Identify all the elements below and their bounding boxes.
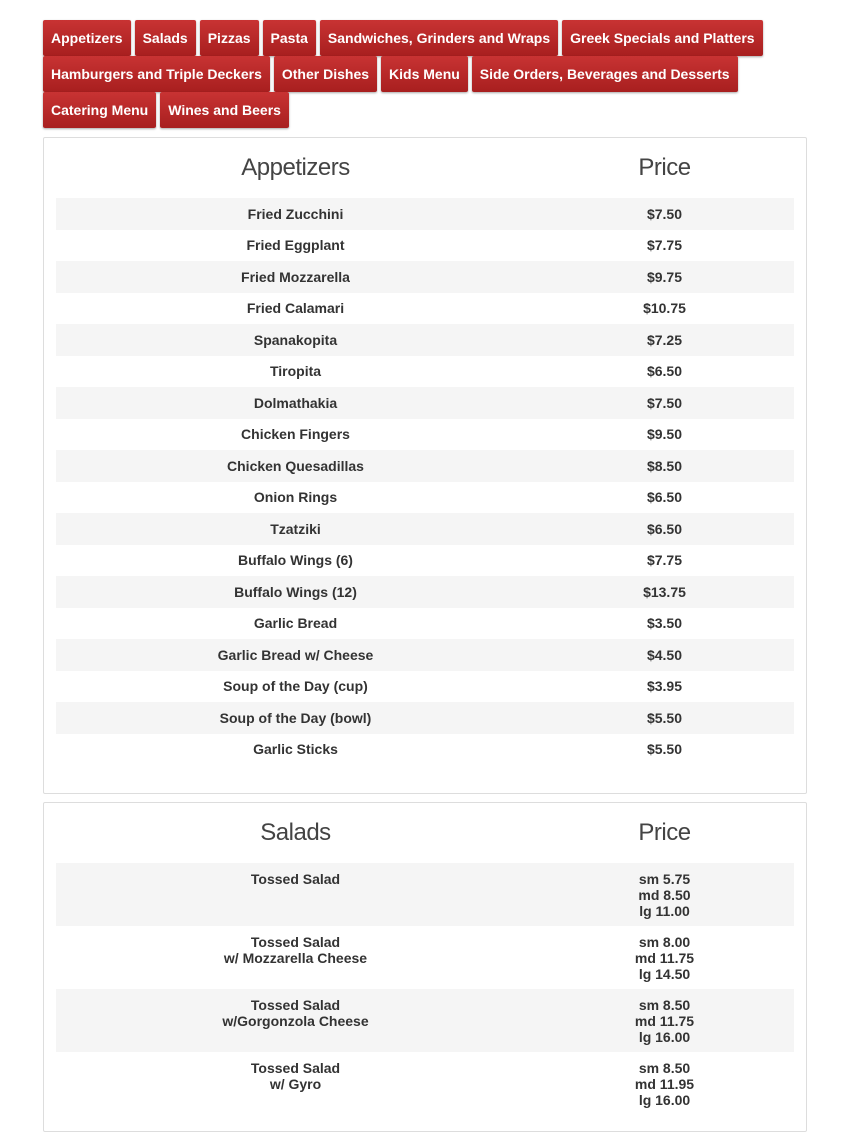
menu-item-price: $7.75 xyxy=(646,237,683,254)
menu-item-price: $6.50 xyxy=(646,363,683,380)
appetizers-list xyxy=(44,198,806,765)
price-lg: lg 11.00 xyxy=(639,903,690,919)
menu-item-row xyxy=(56,261,794,293)
nav-hamburgers-button[interactable]: Hamburgers and Triple Deckers xyxy=(43,56,270,92)
menu-item-price: $3.95 xyxy=(646,678,683,695)
menu-item-name: Buffalo Wings (12) xyxy=(234,583,357,600)
menu-item-name xyxy=(56,1060,535,1092)
menu-item-row xyxy=(56,576,794,608)
menu-item-price: $7.50 xyxy=(646,205,683,222)
price-sm: sm 8.00 xyxy=(638,934,691,950)
menu-item-name: Garlic Bread xyxy=(253,615,338,632)
menu-item-price: $7.75 xyxy=(646,552,683,569)
nav-kids-menu-button[interactable]: Kids Menu xyxy=(381,56,468,92)
menu-item-row xyxy=(56,450,794,482)
menu-item-row xyxy=(56,639,794,671)
menu-item-row xyxy=(56,734,794,766)
appetizers-header xyxy=(44,138,806,198)
menu-item-name: Tiropita xyxy=(269,363,322,380)
nav-appetizers-button[interactable]: Appetizers xyxy=(43,20,131,56)
menu-item-row xyxy=(56,324,794,356)
menu-item-price: $13.75 xyxy=(643,583,686,600)
menu-item-price xyxy=(535,871,794,919)
menu-item-price: $6.50 xyxy=(646,520,683,537)
nav-pasta-button[interactable]: Pasta xyxy=(263,20,316,56)
menu-item-name: Tzatziki xyxy=(270,520,321,537)
menu-item-row xyxy=(56,387,794,419)
nav-side-orders-button[interactable]: Side Orders, Beverages and Desserts xyxy=(472,56,738,92)
menu-item-price xyxy=(535,1060,794,1108)
menu-item-name: Fried Zucchini xyxy=(247,205,344,222)
menu-item-name: Dolmathakia xyxy=(253,394,338,411)
menu-item-row xyxy=(56,671,794,703)
price-md: md 11.75 xyxy=(634,950,695,966)
menu-item-row xyxy=(56,293,794,325)
menu-item-price: $8.50 xyxy=(646,457,683,474)
menu-item-name: Soup of the Day (cup) xyxy=(223,678,368,695)
menu-item-name: Garlic Bread w/ Cheese xyxy=(217,646,374,663)
price-sm: sm 8.50 xyxy=(638,1060,691,1076)
menu-category-nav xyxy=(43,20,803,128)
price-sm: sm 5.75 xyxy=(638,871,691,887)
price-lg: lg 14.50 xyxy=(638,966,691,982)
menu-item-row xyxy=(56,1052,794,1115)
nav-salads-button[interactable]: Salads xyxy=(135,20,196,56)
menu-item-name-line: w/ Gyro xyxy=(269,1076,322,1092)
appetizers-title: Appetizers xyxy=(241,154,350,181)
price-md: md 11.75 xyxy=(634,1013,695,1029)
menu-item-price: $5.50 xyxy=(646,709,683,726)
menu-item-price: $9.75 xyxy=(646,268,683,285)
menu-item-row xyxy=(56,926,794,989)
price-lg: lg 16.00 xyxy=(638,1029,691,1045)
menu-item-row xyxy=(56,230,794,262)
menu-item-name: Soup of the Day (bowl) xyxy=(219,709,372,726)
price-md: md 8.50 xyxy=(638,887,691,903)
menu-item-price: $7.50 xyxy=(646,394,683,411)
menu-item-name: Buffalo Wings (6) xyxy=(238,552,353,569)
menu-item-name xyxy=(56,871,535,887)
menu-item-price: $7.25 xyxy=(646,331,683,348)
menu-item-row xyxy=(56,702,794,734)
menu-item-name xyxy=(56,934,535,966)
menu-item-name: Onion Rings xyxy=(253,489,338,506)
menu-item-price xyxy=(535,997,794,1045)
appetizers-price-header: Price xyxy=(638,154,691,181)
menu-item-name-line: Tossed Salad xyxy=(250,934,341,950)
appetizers-panel xyxy=(43,137,807,794)
menu-item-name-line: w/ Mozzarella Cheese xyxy=(223,950,368,966)
menu-item-price: $10.75 xyxy=(643,300,686,317)
salads-title: Salads xyxy=(260,819,331,846)
menu-item-row xyxy=(56,419,794,451)
menu-item-name: Fried Calamari xyxy=(246,300,345,317)
menu-item-price: $4.50 xyxy=(646,646,683,663)
salads-price-header: Price xyxy=(638,819,691,846)
menu-item-row xyxy=(56,863,794,926)
menu-item-name: Garlic Sticks xyxy=(253,741,338,758)
menu-item-name-line: Tossed Salad xyxy=(250,1060,341,1076)
price-lg: lg 16.00 xyxy=(638,1092,691,1108)
nav-wines-beers-button[interactable]: Wines and Beers xyxy=(160,92,289,128)
menu-item-name-line: Tossed Salad xyxy=(250,871,341,887)
menu-item-price: $5.50 xyxy=(646,741,683,758)
menu-item-price: $3.50 xyxy=(646,615,683,632)
menu-item-row xyxy=(56,545,794,577)
menu-item-name: Chicken Fingers xyxy=(241,426,350,443)
price-sm: sm 8.50 xyxy=(638,997,691,1013)
menu-item-row xyxy=(56,356,794,388)
nav-catering-button[interactable]: Catering Menu xyxy=(43,92,156,128)
menu-item-name: Chicken Quesadillas xyxy=(227,457,364,474)
nav-other-dishes-button[interactable]: Other Dishes xyxy=(274,56,377,92)
menu-item-price: $6.50 xyxy=(646,489,683,506)
salads-panel xyxy=(43,802,807,1132)
salads-header xyxy=(44,803,806,863)
menu-item-name-line: w/Gorgonzola Cheese xyxy=(222,1013,369,1029)
menu-item-row xyxy=(56,989,794,1052)
salads-list xyxy=(44,863,806,1115)
nav-pizzas-button[interactable]: Pizzas xyxy=(200,20,259,56)
price-md: md 11.95 xyxy=(634,1076,695,1092)
menu-item-price xyxy=(535,934,794,982)
menu-item-name: Fried Eggplant xyxy=(246,237,345,254)
menu-item-row xyxy=(56,198,794,230)
menu-item-name: Fried Mozzarella xyxy=(241,268,350,285)
menu-item-name: Spanakopita xyxy=(253,331,338,348)
menu-item-row xyxy=(56,513,794,545)
menu-item-name xyxy=(56,997,535,1029)
nav-greek-specials-button[interactable]: Greek Specials and Platters xyxy=(562,20,762,56)
menu-item-price: $9.50 xyxy=(646,426,683,443)
menu-item-name-line: Tossed Salad xyxy=(250,997,341,1013)
menu-item-row xyxy=(56,482,794,514)
menu-item-row xyxy=(56,608,794,640)
nav-sandwiches-button[interactable]: Sandwiches, Grinders and Wraps xyxy=(320,20,558,56)
